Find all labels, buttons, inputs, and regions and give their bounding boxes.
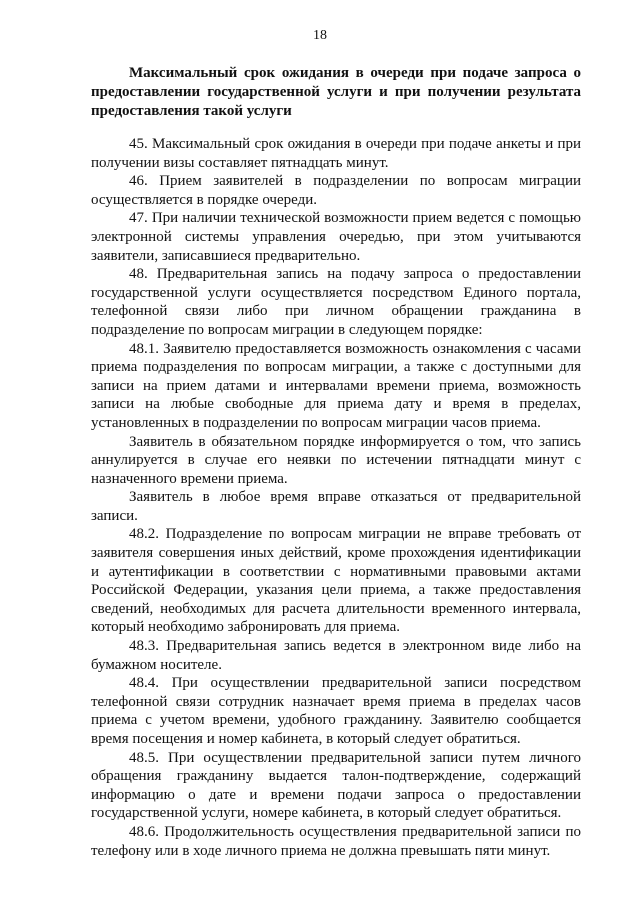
document-body xyxy=(91,135,581,860)
paragraph-45: 45. Максимальный срок ожидания в очереди при подаче анкеты и при получении визы составляет пятнадцать минут. xyxy=(91,136,581,171)
paragraph-48-4: 48.4. При осуществлении предварительной записи посредством телефонной связи сотрудник назначает время приема в пределах часов приема с учетом времени, удобного гражданину. Заявителю сообщается время посещения и номер кабинета, в который следует обратиться. xyxy=(91,675,581,747)
paragraph-48-6: 48.6. Продолжительность осуществления предварительной записи по телефону или в ходе личного приема не должна превышать пяти минут. xyxy=(91,823,581,859)
paragraph-48-2: 48.2. Подразделение по вопросам миграции не вправе требовать от заявителя совершения иных действий, кроме прохождения идентификации и аутентификации в соответствии с нормативными правовыми актами Российской Федерации, указания цели приема, а также предоставления сведений, необходимых для расчета длительности временного интервала, который необходимо забронировать для приема. xyxy=(91,526,581,636)
page-number: 18 xyxy=(313,28,327,43)
paragraph-48-5: 48.5. При осуществлении предварительной записи путем личного обращения гражданину выдается талон-подтверждение, содержащий информацию о дате и времени подачи запроса о предоставлении государственной услуги, номере кабинета, в который следует обратиться. xyxy=(91,749,581,822)
paragraph-48-1: 48.1. Заявителю предоставляется возможность ознакомления с часами приема подразделения по вопросам миграции, а также с доступными для записи на прием датами и интервалами времени приема, возможность записи на любые свободные для приема дату и время в пределах, установленных в подразделении по вопросам миграции часов приема. xyxy=(91,340,581,431)
paragraph-48-3: 48.3. Предварительная запись ведется в электронном виде либо на бумажном носителе. xyxy=(91,638,581,673)
paragraph-48-1-cancellation: Заявитель в обязательном порядке информируется о том, что запись аннулируется в случае его неявки по истечении пятнадцати минут с назначенного времени приема. xyxy=(91,433,581,487)
paragraph-46: 46. Прием заявителей в подразделении по вопросам миграции осуществляется в порядке очереди. xyxy=(91,173,581,208)
paragraph-48: 48. Предварительная запись на подачу запроса о предоставлении государственной услуги осуществляется посредством Единого портала, телефонной связи либо при личном обращении гражданина в подразделение по вопросам миграции в следующем порядке: xyxy=(91,266,581,338)
paragraph-47: 47. При наличии технической возможности прием ведется с помощью электронной системы управления очередью, при этом учитываются заявители, записавшиеся предварительно. xyxy=(91,210,581,264)
section-heading xyxy=(91,64,581,121)
paragraph-48-1-refusal: Заявитель в любое время вправе отказаться от предварительной записи. xyxy=(91,489,581,524)
section-heading-text: Максимальный срок ожидания в очереди при подаче запроса о предоставлении государственной услуги и при получении результата предоставления такой услуги xyxy=(91,65,581,119)
